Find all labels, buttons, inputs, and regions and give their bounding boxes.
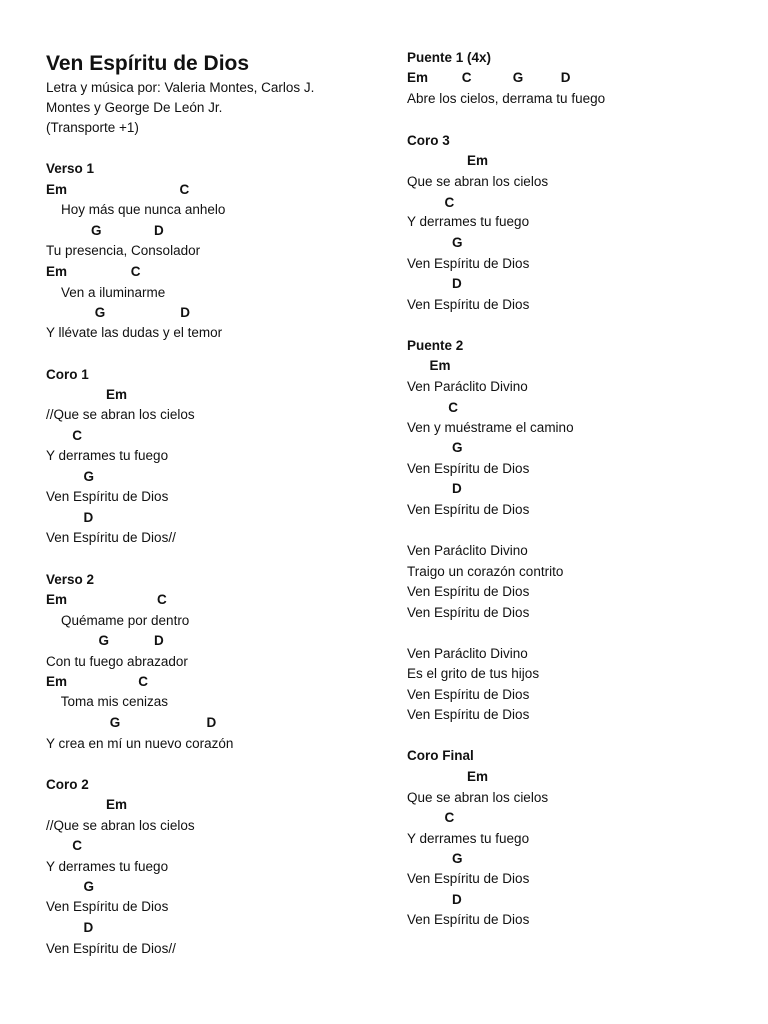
chord-line: Em — [407, 769, 489, 784]
chord-line: Em C — [46, 182, 190, 197]
chord-line: G D — [46, 223, 164, 238]
chord-line: Em — [407, 358, 451, 373]
lyric-line: Abre los cielos, derrama tu fuego — [407, 91, 606, 106]
lyric-line: Ven Paráclito Divino — [407, 543, 528, 558]
chord-line: C — [407, 810, 455, 825]
lyric-line: Ven Espíritu de Dios — [407, 461, 530, 476]
lyric-line: Ven Espíritu de Dios — [407, 502, 530, 517]
chord-line: D — [46, 920, 94, 935]
credits-line-1: Letra y música por: Valeria Montes, Carlos J. — [46, 80, 315, 95]
lyric-line: Ven Espíritu de Dios — [407, 584, 530, 599]
transpose-note: (Transporte +1) — [46, 120, 139, 135]
lyric-line: Ven a iluminarme — [46, 285, 166, 300]
section-heading-coro-final: Coro Final — [407, 748, 474, 763]
lyric-line: Ven Paráclito Divino — [407, 646, 528, 661]
lyric-line: //Que se abran los cielos — [46, 407, 195, 422]
chord-line: G D — [46, 715, 217, 730]
song-title: Ven Espíritu de Dios — [46, 52, 250, 75]
lyric-line: Tu presencia, Consolador — [46, 243, 201, 258]
lyric-line: Ven Espíritu de Dios — [46, 489, 169, 504]
lyric-line: Ven Espíritu de Dios// — [46, 941, 176, 956]
section-heading-puente-2: Puente 2 — [407, 338, 464, 353]
lyric-line: //Que se abran los cielos — [46, 818, 195, 833]
lyric-line: Hoy más que nunca anhelo — [46, 202, 226, 217]
chord-line: G — [46, 879, 95, 894]
chord-line: D — [407, 481, 462, 496]
lyric-line: Ven Espíritu de Dios — [407, 297, 530, 312]
lyric-line: Ven Espíritu de Dios — [407, 871, 530, 886]
lyric-line: Y llévate las dudas y el temor — [46, 325, 223, 340]
lyric-line: Que se abran los cielos — [407, 790, 549, 805]
section-heading-coro-2: Coro 2 — [46, 777, 89, 792]
chord-line: D — [46, 510, 94, 525]
lyric-line: Ven Espíritu de Dios — [407, 707, 530, 722]
lyric-line: Ven Paráclito Divino — [407, 379, 528, 394]
lyric-line: Y derrames tu fuego — [46, 448, 169, 463]
lyric-line: Y crea en mí un nuevo corazón — [46, 736, 234, 751]
lyric-line: Es el grito de tus hijos — [407, 666, 540, 681]
lyric-line: Toma mis cenizas — [46, 694, 169, 709]
credits-line-2: Montes y George De León Jr. — [46, 100, 223, 115]
section-heading-coro-3: Coro 3 — [407, 133, 450, 148]
lyric-line: Que se abran los cielos — [407, 174, 549, 189]
lyric-line: Ven Espíritu de Dios// — [46, 530, 176, 545]
chord-line: Em C — [46, 592, 167, 607]
lyric-line: Traigo un corazón contrito — [407, 564, 564, 579]
lyric-line: Ven Espíritu de Dios — [407, 256, 530, 271]
chord-line: C — [46, 428, 83, 443]
chord-line: C — [46, 838, 83, 853]
section-heading-verso-1: Verso 1 — [46, 161, 95, 176]
chord-line: G — [407, 440, 463, 455]
lyric-line: Ven Espíritu de Dios — [46, 899, 169, 914]
lyric-line: Ven Espíritu de Dios — [407, 912, 530, 927]
lyric-line: Quémame por dentro — [46, 613, 190, 628]
lyric-line: Ven Espíritu de Dios — [407, 687, 530, 702]
chord-line: G — [407, 851, 463, 866]
lyric-line: Y derrames tu fuego — [407, 214, 530, 229]
section-heading-puente-1: Puente 1 (4x) — [407, 50, 492, 65]
section-heading-coro-1: Coro 1 — [46, 367, 89, 382]
chord-line: Em — [407, 153, 489, 168]
chord-line: G — [407, 235, 463, 250]
lyric-line: Con tu fuego abrazador — [46, 654, 188, 669]
chord-line: G D — [46, 633, 164, 648]
chord-line: G — [46, 469, 95, 484]
chord-line: G D — [46, 305, 191, 320]
section-heading-verso-2: Verso 2 — [46, 572, 95, 587]
lyric-line: Ven Espíritu de Dios — [407, 605, 530, 620]
lyric-line: Y derrames tu fuego — [46, 859, 169, 874]
chord-line: C — [407, 400, 459, 415]
chord-line: D — [407, 892, 462, 907]
lyric-line: Y derrames tu fuego — [407, 831, 530, 846]
chord-line: C — [407, 195, 455, 210]
chord-line: Em — [46, 387, 128, 402]
chord-line: Em — [46, 797, 128, 812]
chord-line: D — [407, 276, 462, 291]
chord-line: Em C G D — [407, 70, 571, 85]
chord-line: Em C — [46, 674, 149, 689]
chord-line: Em C — [46, 264, 141, 279]
lyric-line: Ven y muéstrame el camino — [407, 420, 574, 435]
